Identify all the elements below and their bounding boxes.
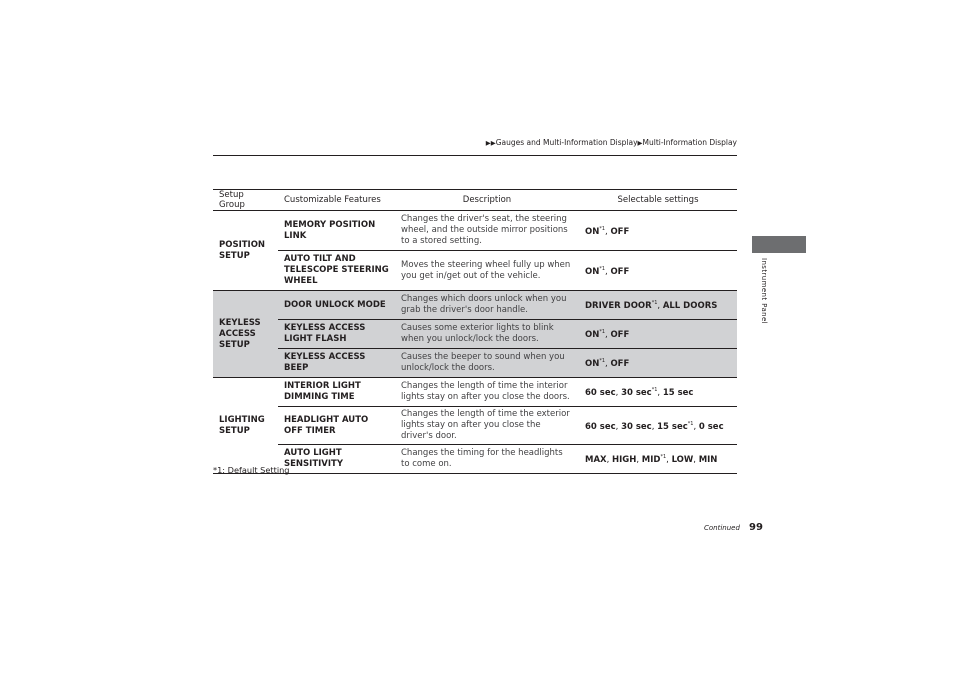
feature-name: KEYLESS ACCESS LIGHT FLASH bbox=[278, 320, 395, 349]
header-features: Customizable Features bbox=[278, 190, 395, 211]
feature-name: MEMORY POSITION LINK bbox=[278, 211, 395, 251]
chapter-tab-label: Instrument Panel bbox=[760, 258, 768, 325]
feature-settings bbox=[579, 251, 737, 291]
chapter-tab[interactable] bbox=[752, 236, 806, 253]
settings-table bbox=[213, 189, 737, 474]
setting-option: 0 sec bbox=[698, 421, 724, 432]
footnote-marker: *1 bbox=[599, 225, 606, 232]
feature-settings bbox=[579, 407, 737, 445]
feature-settings bbox=[579, 349, 737, 378]
table-row bbox=[213, 378, 737, 407]
breadcrumb-page[interactable]: Multi-Information Display bbox=[642, 138, 737, 147]
feature-settings bbox=[579, 211, 737, 251]
header-divider bbox=[213, 155, 737, 156]
setting-option: MIN bbox=[698, 454, 718, 465]
feature-name: AUTO LIGHT SENSITIVITY bbox=[278, 445, 395, 474]
setting-option: OFF bbox=[610, 358, 630, 369]
table-row bbox=[213, 251, 737, 291]
double-arrow-icon: ▶▶ bbox=[485, 139, 496, 147]
feature-name: INTERIOR LIGHT DIMMING TIME bbox=[278, 378, 395, 407]
setting-separator: , bbox=[651, 421, 658, 432]
table-row bbox=[213, 349, 737, 378]
setting-separator: , bbox=[605, 266, 611, 277]
table-row bbox=[213, 291, 737, 320]
setting-option: ON bbox=[585, 266, 600, 277]
feature-description: Changes the length of time the interior lights stay on after you close the doors. bbox=[395, 378, 579, 407]
setting-option: 30 sec bbox=[621, 421, 652, 432]
footnote-marker: *1 bbox=[651, 387, 658, 394]
feature-description: Moves the steering wheel fully up when you get in/get out of the vehicle. bbox=[395, 251, 579, 291]
setting-option: 30 sec bbox=[621, 387, 652, 398]
feature-settings bbox=[579, 291, 737, 320]
footnote-marker: *1 bbox=[599, 265, 606, 272]
setting-separator: , bbox=[657, 387, 663, 398]
setting-option: 15 sec bbox=[657, 421, 688, 432]
setting-option: MID bbox=[641, 454, 661, 465]
header-setup-group: Setup Group bbox=[213, 190, 278, 211]
table-row bbox=[213, 407, 737, 445]
feature-description: Causes the beeper to sound when you unlock/lock the doors. bbox=[395, 349, 579, 378]
setup-group-keyless: KEYLESS ACCESS SETUP bbox=[213, 291, 278, 378]
setting-option: OFF bbox=[610, 226, 630, 237]
arrow-icon: ▶ bbox=[637, 139, 643, 147]
setting-option: HIGH bbox=[612, 454, 637, 465]
feature-settings bbox=[579, 445, 737, 474]
feature-name: HEADLIGHT AUTO OFF TIMER bbox=[278, 407, 395, 445]
table-row bbox=[213, 320, 737, 349]
footnote-marker: *1 bbox=[660, 454, 667, 461]
setting-separator: , bbox=[657, 300, 663, 311]
setting-separator: , bbox=[693, 454, 699, 465]
table-row bbox=[213, 445, 737, 474]
setting-option: MAX bbox=[585, 454, 607, 465]
footnote-marker: *1 bbox=[651, 300, 658, 307]
footnote-marker: *1 bbox=[599, 329, 606, 336]
footnote: *1: Default Setting bbox=[213, 465, 290, 475]
footnote-marker: *1 bbox=[599, 358, 606, 365]
setting-separator: , bbox=[666, 454, 672, 465]
feature-settings bbox=[579, 320, 737, 349]
setting-option: ON bbox=[585, 329, 600, 340]
setting-separator: , bbox=[693, 421, 699, 432]
setting-separator: , bbox=[615, 387, 622, 398]
breadcrumb-section[interactable]: Gauges and Multi-Information Display bbox=[495, 138, 638, 147]
setting-separator: , bbox=[636, 454, 642, 465]
setting-option: ON bbox=[585, 358, 600, 369]
setting-separator: , bbox=[605, 226, 611, 237]
setup-group-lighting: LIGHTING SETUP bbox=[213, 378, 278, 474]
setting-option: 60 sec bbox=[585, 387, 616, 398]
continued-label: Continued bbox=[704, 524, 740, 532]
footnote-marker: *1 bbox=[687, 420, 694, 427]
feature-description: Causes some exterior lights to blink when you unlock/lock the doors. bbox=[395, 320, 579, 349]
feature-description: Changes which doors unlock when you grab the driver's door handle. bbox=[395, 291, 579, 320]
feature-settings bbox=[579, 378, 737, 407]
setting-option: LOW bbox=[671, 454, 694, 465]
setting-option: ON bbox=[585, 226, 600, 237]
feature-name: KEYLESS ACCESS BEEP bbox=[278, 349, 395, 378]
table-row bbox=[213, 211, 737, 251]
setup-group-position: POSITION SETUP bbox=[213, 211, 278, 291]
feature-description: Changes the timing for the headlights to come on. bbox=[395, 445, 579, 474]
setting-separator: , bbox=[605, 358, 611, 369]
setting-separator: , bbox=[605, 329, 611, 340]
feature-name: AUTO TILT AND TELESCOPE STEERING WHEEL bbox=[278, 251, 395, 291]
setting-separator: , bbox=[606, 454, 612, 465]
table-header-row bbox=[213, 190, 737, 211]
feature-name: DOOR UNLOCK MODE bbox=[278, 291, 395, 320]
setting-option: DRIVER DOOR bbox=[585, 300, 652, 311]
header-settings: Selectable settings bbox=[579, 190, 737, 211]
setting-option: OFF bbox=[610, 329, 630, 340]
setting-option: 60 sec bbox=[585, 421, 616, 432]
setting-option: OFF bbox=[610, 266, 630, 277]
setting-separator: , bbox=[615, 421, 622, 432]
header-description: Description bbox=[395, 190, 579, 211]
setting-option: 15 sec bbox=[662, 387, 694, 398]
setting-option: ALL DOORS bbox=[662, 300, 718, 311]
feature-description: Changes the length of time the exterior lights stay on after you close the driver's door. bbox=[395, 407, 579, 445]
breadcrumb bbox=[486, 138, 737, 147]
feature-description: Changes the driver's seat, the steering wheel, and the outside mirror positions to a stored setting. bbox=[395, 211, 579, 251]
page-number: 99 bbox=[749, 522, 763, 533]
